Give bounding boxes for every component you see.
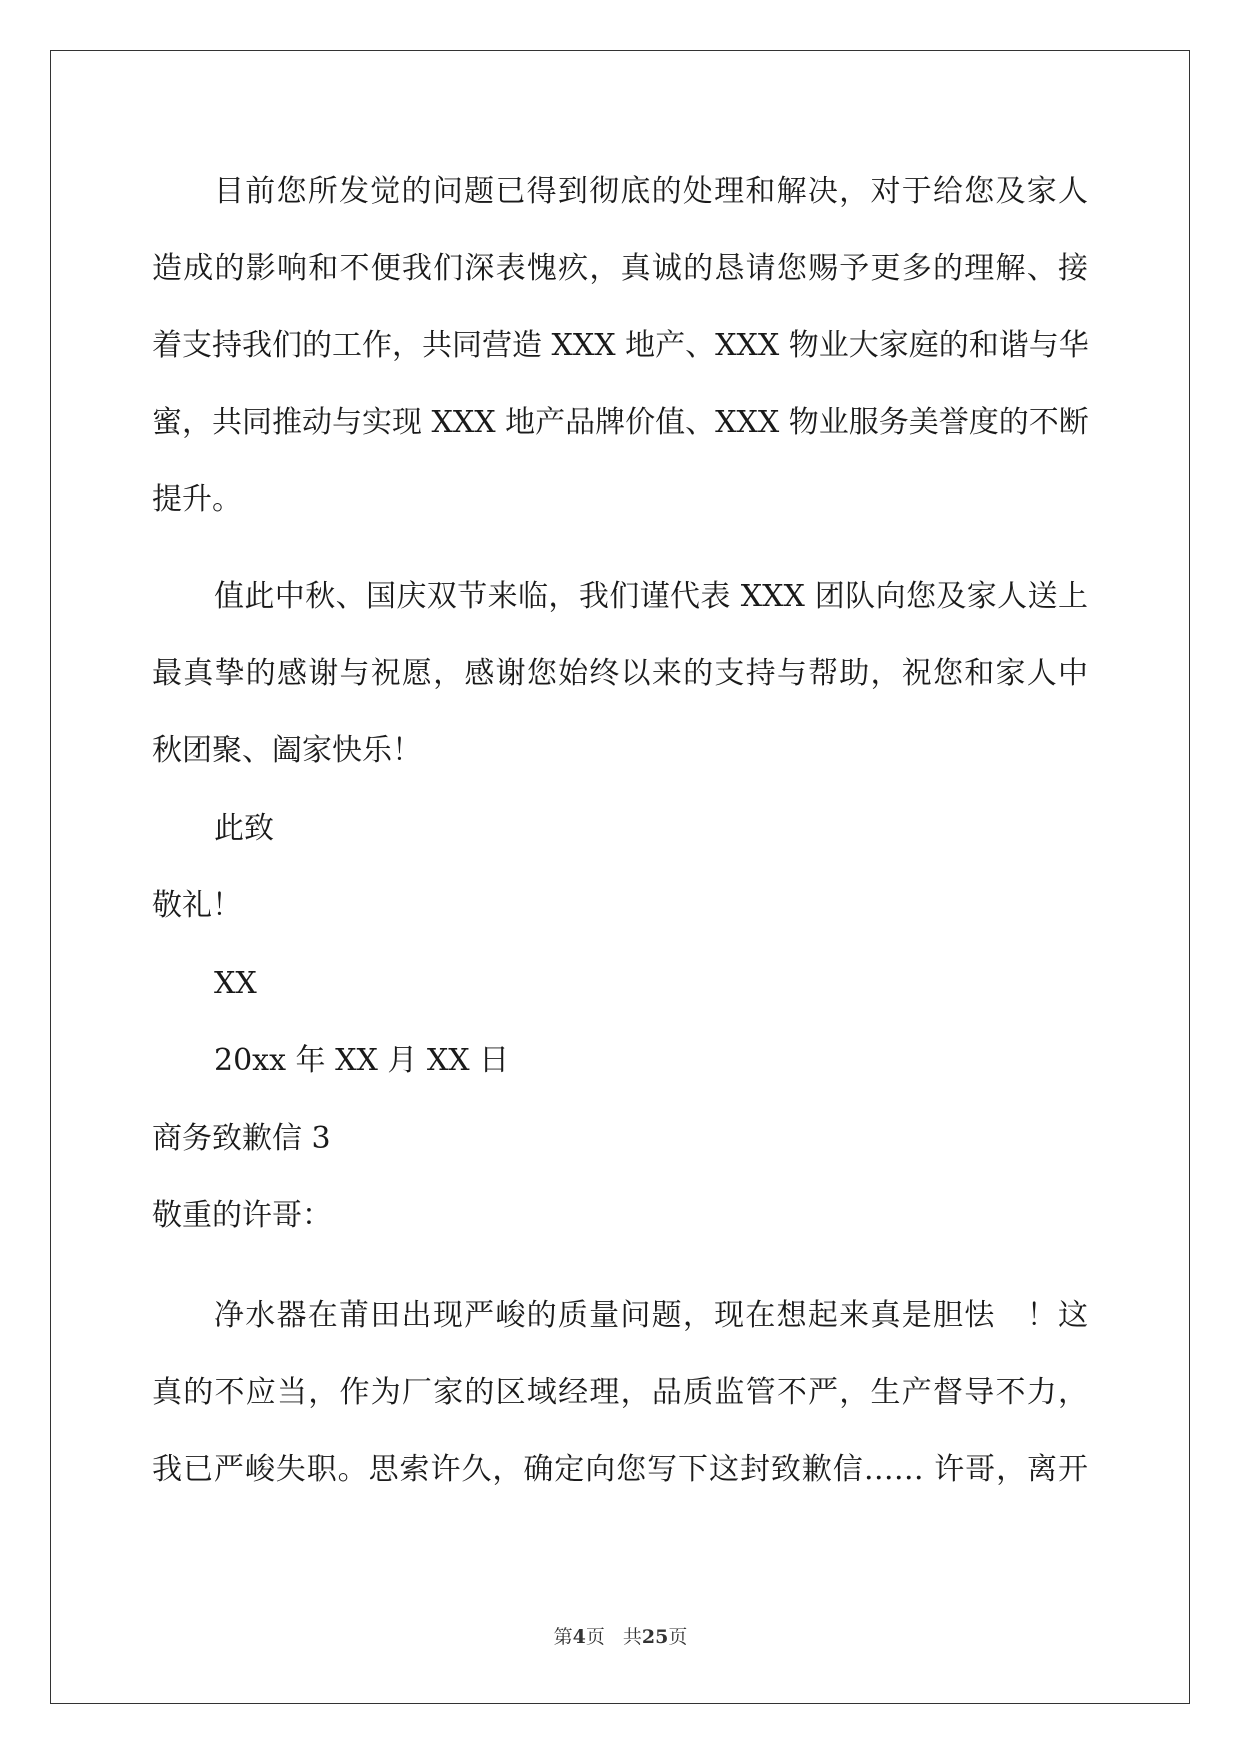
- total-pages: 25: [641, 1626, 669, 1648]
- signature-name: XX: [214, 966, 257, 1001]
- text-line: 真的不应当，作为厂家的区域经理，品质监管不严，生产督导不力，: [152, 1375, 1088, 1410]
- closing-salutation: 此致: [214, 811, 274, 846]
- text-line: 净水器在莆田出现严峻的质量问题，现在想起来真是胆怯 ！这: [214, 1298, 1088, 1333]
- page-number: 4: [572, 1626, 586, 1648]
- text-line: 值此中秋、国庆双节来临，我们谨代表 XXX 团队向您及家人送上: [214, 579, 1088, 614]
- section-heading: 商务致歉信 3: [152, 1121, 331, 1156]
- text-line: 蜜，共同推动与实现 XXX 地产品牌价值、XXX 物业服务美誉度的不断: [152, 405, 1089, 440]
- closing-regards: 敬礼！: [152, 888, 242, 923]
- text-line: 最真挚的感谢与祝愿，感谢您始终以来的支持与帮助，祝您和家人中: [152, 656, 1088, 691]
- text-line: 造成的影响和不便我们深表愧疚，真诚的恳请您赐予更多的理解、接: [152, 251, 1088, 286]
- total-prefix: 共: [622, 1626, 642, 1648]
- text-line: 着支持我们的工作，共同营造 XXX 地产、XXX 物业大家庭的和谐与华: [152, 328, 1089, 363]
- signature-date: 20xx 年 XX 月 XX 日: [214, 1043, 510, 1078]
- letter-greeting: 敬重的许哥：: [152, 1198, 332, 1233]
- page-prefix: 第: [553, 1626, 573, 1648]
- text-line: 秋团聚、阖家快乐！: [152, 733, 422, 768]
- total-suffix: 页: [668, 1626, 688, 1648]
- page-footer: [0, 1625, 1241, 1649]
- text-line: 提升。: [152, 482, 242, 517]
- page-suffix: 页: [585, 1626, 605, 1648]
- text-line: 我已严峻失职。思索许久，确定向您写下这封致歉信…… 许哥，离开: [152, 1452, 1088, 1487]
- text-line: 目前您所发觉的问题已得到彻底的处理和解决，对于给您及家人: [214, 174, 1088, 209]
